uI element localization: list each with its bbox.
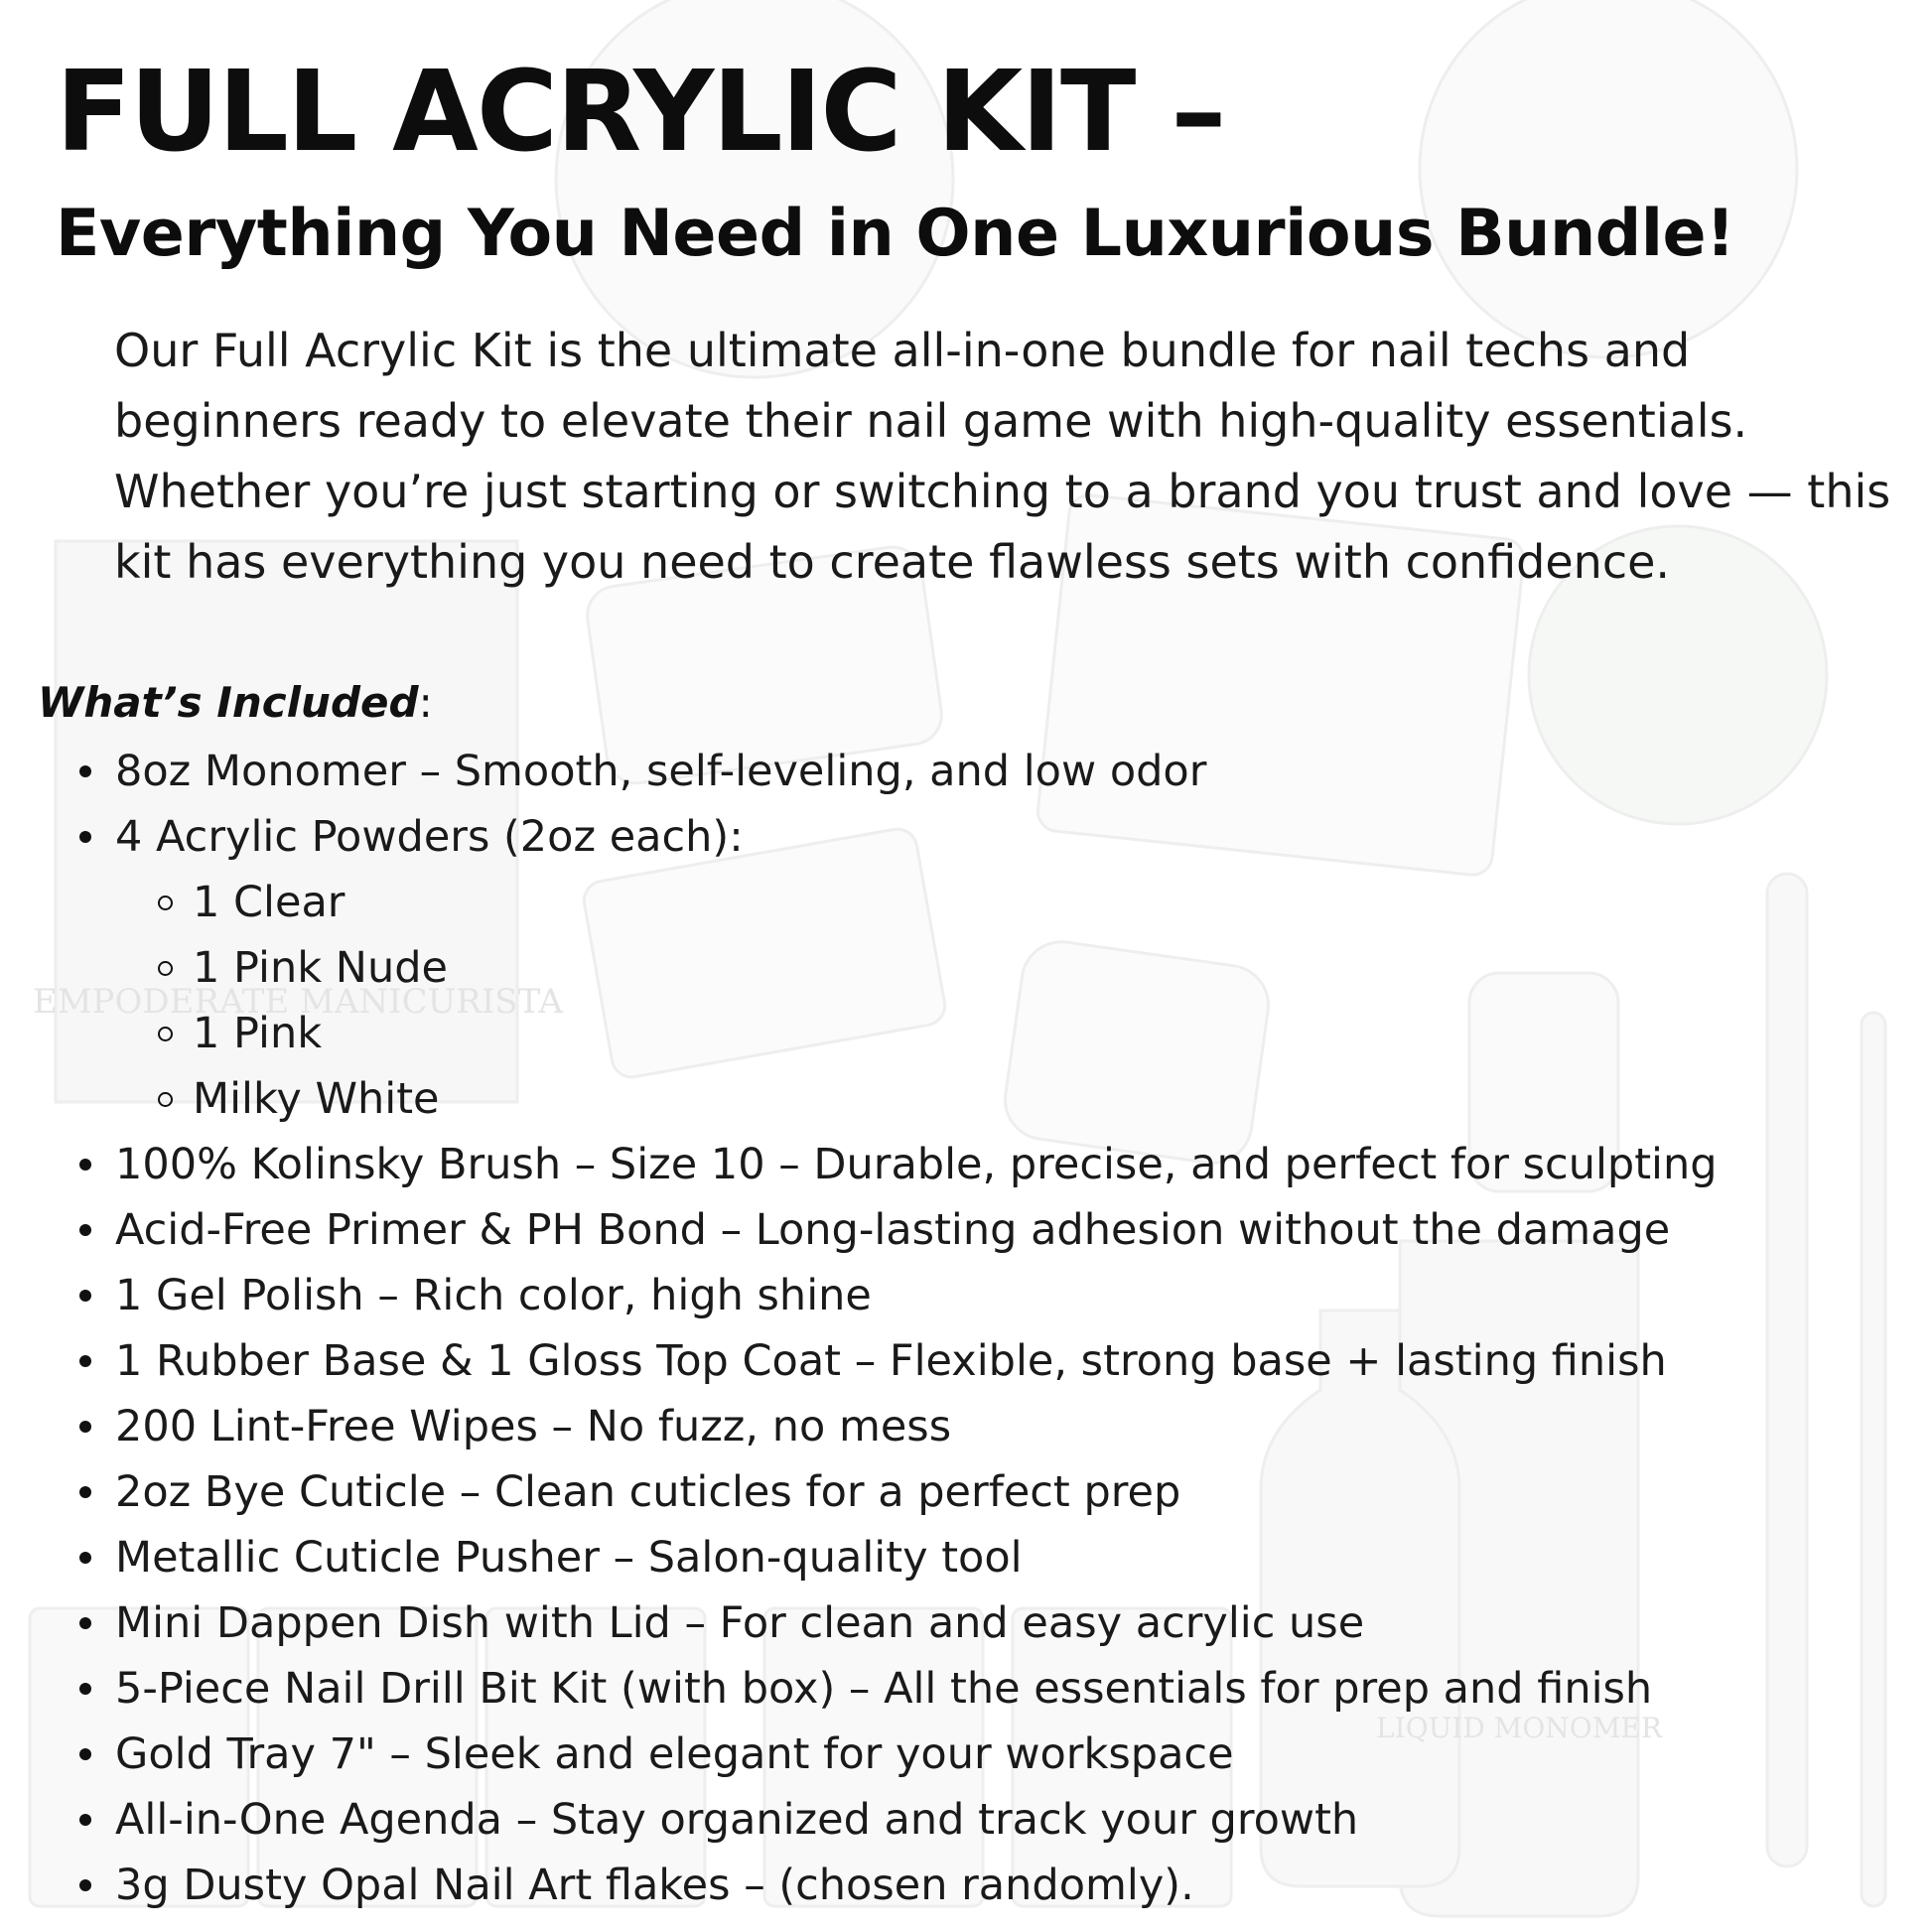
agenda-cover-text: EMPODERATE MANICURISTA — [33, 982, 563, 1022]
list-item — [0, 1132, 1718, 1197]
list-item — [0, 1722, 1718, 1787]
list-item — [0, 1459, 1718, 1525]
bullet-icon — [79, 1159, 91, 1171]
powder-sublist-wrap — [0, 870, 1718, 1132]
bullet-icon — [79, 1617, 91, 1629]
sublist-item — [0, 935, 1718, 1001]
bullet-icon — [79, 1814, 91, 1826]
bullet-icon — [79, 1421, 91, 1433]
list-item-text: 8oz Monomer – Smooth, self-leveling, and low odor — [115, 747, 1207, 796]
sublist-item-text: 1 Clear — [193, 878, 345, 927]
bullet-icon — [79, 1683, 91, 1695]
bullet-icon — [79, 1748, 91, 1760]
powder-sublist — [0, 870, 1718, 1132]
list-item-text: Mini Dappen Dish with Lid – For clean and easy acrylic use — [115, 1598, 1365, 1648]
circle-bullet-icon — [158, 1092, 173, 1107]
list-item — [0, 1197, 1718, 1263]
list-item — [0, 1590, 1718, 1656]
list-item — [0, 1853, 1718, 1918]
list-item-text: 4 Acrylic Powders (2oz each): — [115, 812, 744, 862]
list-item — [0, 804, 1718, 870]
bullet-icon — [79, 1552, 91, 1564]
bullet-icon — [79, 1486, 91, 1498]
page-subtitle: Everything You Need in One Luxurious Bundle! — [56, 197, 1735, 271]
included-heading-label: What’s Included — [38, 678, 419, 727]
list-item-text: Gold Tray 7" – Sleek and elegant for your workspace — [115, 1729, 1234, 1779]
bullet-icon — [79, 1224, 91, 1236]
sublist-item-text: 1 Pink — [193, 1009, 323, 1058]
bullet-icon — [79, 1290, 91, 1302]
circle-bullet-icon — [158, 961, 173, 976]
list-item-text: 1 Rubber Base & 1 Gloss Top Coat – Flexible, strong base + lasting finish — [115, 1336, 1667, 1386]
list-item-text: Metallic Cuticle Pusher – Salon-quality tool — [115, 1533, 1023, 1583]
included-heading-colon: : — [418, 678, 433, 727]
included-heading — [38, 673, 433, 733]
included-list — [0, 739, 1718, 1918]
list-item-text: 5-Piece Nail Drill Bit Kit (with box) – All the essentials for prep and finish — [115, 1664, 1653, 1714]
list-item-text: 3g Dusty Opal Nail Art flakes – (chosen randomly). — [115, 1861, 1194, 1910]
list-item — [0, 1394, 1718, 1459]
sublist-item — [0, 1066, 1718, 1132]
list-item — [0, 1787, 1718, 1853]
list-item-text: All-in-One Agenda – Stay organized and track your growth — [115, 1795, 1359, 1845]
sublist-item — [0, 870, 1718, 935]
circle-bullet-icon — [158, 1027, 173, 1041]
circle-bullet-icon — [158, 896, 173, 910]
list-item — [0, 1525, 1718, 1590]
list-item-text: 100% Kolinsky Brush – Size 10 – Durable, precise, and perfect for sculpting — [115, 1140, 1718, 1189]
intro-paragraph: Our Full Acrylic Kit is the ultimate all-in-one bundle for nail techs and beginners ready to elevate their nail game with high-quality essentials. Whether you’re just starting or switching to a brand you trust and love — this kit has everything you need to create flawless sets with confidence. — [114, 324, 1891, 589]
bullet-icon — [79, 1355, 91, 1367]
list-item-text: Acid-Free Primer & PH Bond – Long-lasting adhesion without the damage — [115, 1205, 1671, 1255]
list-item — [0, 739, 1718, 804]
sublist-item-text: 1 Pink Nude — [193, 943, 448, 993]
list-item — [0, 1263, 1718, 1328]
page-title: FULL ACRYLIC KIT – — [56, 48, 1225, 177]
sublist-item — [0, 1001, 1718, 1066]
list-item-text: 200 Lint-Free Wipes – No fuzz, no mess — [115, 1402, 952, 1451]
list-item — [0, 1656, 1718, 1722]
bullet-icon — [79, 831, 91, 843]
bullet-icon — [79, 1879, 91, 1891]
sublist-item-text: Milky White — [193, 1074, 440, 1124]
list-item — [0, 1328, 1718, 1394]
bullet-icon — [79, 765, 91, 777]
list-item-text: 2oz Bye Cuticle – Clean cuticles for a perfect prep — [115, 1467, 1181, 1517]
monomer-label-text: LIQUID MONOMER — [1376, 1712, 1662, 1744]
list-item-text: 1 Gel Polish – Rich color, high shine — [115, 1271, 872, 1320]
